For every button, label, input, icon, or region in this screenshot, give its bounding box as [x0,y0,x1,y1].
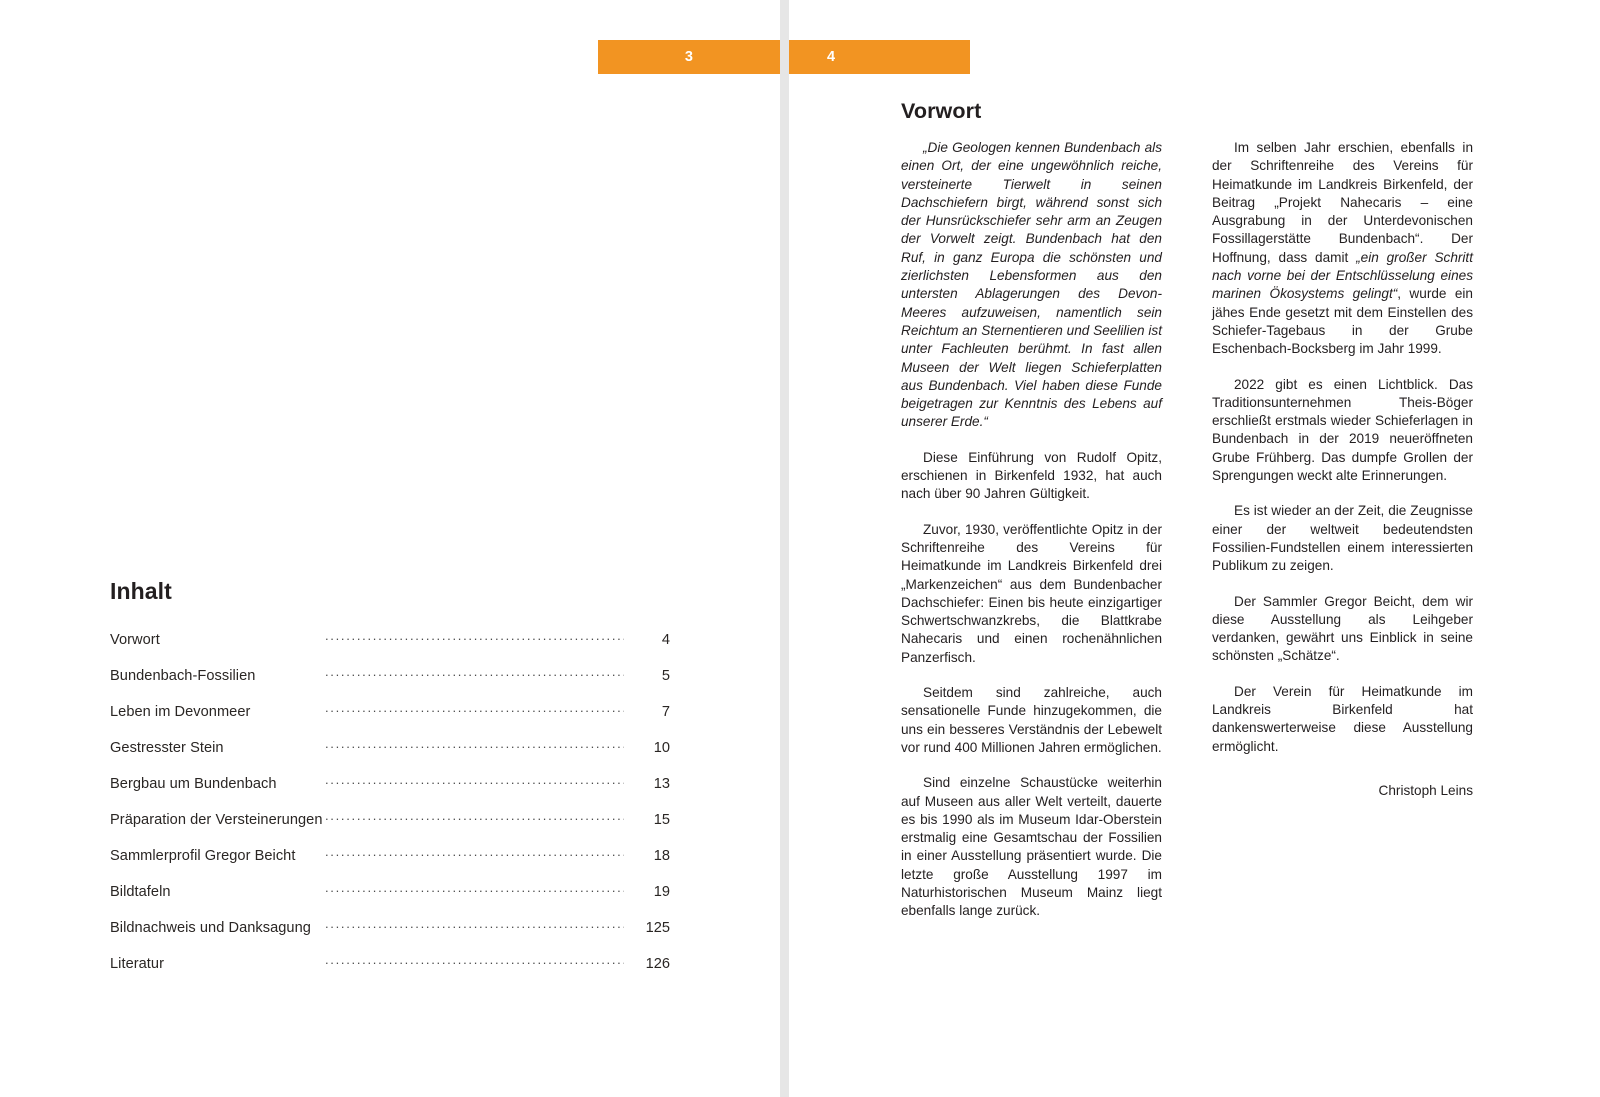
toc-entry[interactable] [110,773,670,809]
pullquote-paragraph: „Die Geologen kennen Bundenbach als einen Ort, der eine ungewöhnlich reiche, versteinerte Tierwelt in seinen Dachschiefern birgt, während sonst sich der Hunsrückschiefer sehr arm an Zeugen der Vorwelt zeigt. Bundenbach hat den Ruf, in ganz Europa die schönsten und zierlichsten Lebensformen aus den untersten Ablagerungen des Devon-Meeres aufzuweisen, namentlich sein Reichtum an Sternentieren und Seelilien ist unter Fachleuten berühmt. In fast allen Museen der Welt liegen Schieferplatten aus Bundenbach. Viel haben diese Funde beigetragen zur Kenntnis des Lebens auf unserer Erde.“ [901,140,1162,430]
toc-entry-page: 18 [653,847,670,864]
toc-entry-title: Bildtafeln [110,883,171,900]
toc-entry[interactable] [110,737,670,773]
paragraph-text-lead: Im selben Jahr erschien, ebenfalls in der Schriftenreihe des Vereins für Heimatkunde im Landkreis Birkenfeld, der Beitrag „Projekt Nahecaris – eine Ausgrabung in der Unterdevonischen Fossillagerstätte Bundenbach“. Der Hoffnung, dass damit [1212,140,1473,265]
page-tab-right-label: 4 [827,49,836,65]
toc-dot-leader [325,917,624,932]
toc-entry-page: 126 [645,955,670,972]
page-gutter-divider [780,0,789,1097]
toc-entry-title: Präparation der Versteinerungen [110,811,323,828]
toc-dot-leader [325,881,624,896]
toc-entry-page: 10 [653,739,670,756]
toc-dot-leader [325,809,624,824]
toc-entry[interactable] [110,953,670,989]
toc-entry-title: Sammlerprofil Gregor Beicht [110,847,296,864]
right-page [789,0,1600,1097]
toc-entry[interactable] [110,845,670,881]
toc-entry[interactable] [110,881,670,917]
toc-dot-leader [325,953,624,968]
toc-entry[interactable] [110,629,670,665]
toc-entry-title: Bildnachweis und Danksagung [110,919,311,936]
toc-dot-leader [325,701,624,716]
toc-dot-leader [325,737,624,752]
toc-entry-page: 125 [645,919,670,936]
table-of-contents [110,578,670,989]
toc-entry-page: 5 [661,667,670,684]
toc-entry-title: Vorwort [110,631,160,648]
toc-entry-title: Leben im Devonmeer [110,703,251,720]
toc-entry-page: 19 [653,883,670,900]
toc-entry-title: Bundenbach-Fossilien [110,667,256,684]
toc-entry-title: Gestresster Stein [110,739,224,756]
page-title: Vorwort [901,99,982,123]
toc-dot-leader [325,629,624,644]
toc-entry[interactable] [110,809,670,845]
body-paragraph: Sind einzelne Schaustücke weiterhin auf Museen aus aller Welt verteilt, dauerte es bis 1990 als im Museum Idar-Oberstein erstmalig eine Gesamtschau der Fossilien in einer Ausstellung präsentiert wurde. Die letzte große Ausstellung 1997 im Naturhistorischen Museum Mainz liegt ebenfalls lange zurück. [901,775,1162,919]
body-paragraph: Der Verein für Heimatkunde im Landkreis Birkenfeld hat dankenswerterweise diese Ausstellung ermöglicht. [1212,683,1473,754]
toc-dot-leader [325,845,624,860]
author-signature: Christoph Leins [1378,782,1473,798]
toc-entry-title: Literatur [110,955,164,972]
body-paragraph: Der Sammler Gregor Beicht, dem wir diese Ausstellung als Leihgeber verdanken, gewährt uns Einblick in seine schönsten „Schätze“. [1212,593,1473,664]
inline-quote-italic: „ein großer Schritt nach vorne bei der Entschlüsselung eines marinen Ökosystems gelingt“ [1212,249,1473,302]
body-paragraph: Seitdem sind zahlreiche, auch sensationelle Funde hinzugekommen, die uns ein besseres Verständnis der Lebewelt vor rund 400 Millionen Jahren ermöglichen. [901,685,1162,755]
toc-entry-page: 7 [661,703,670,720]
text-column-2 [1212,139,1473,938]
toc-entry-title: Bergbau um Bundenbach [110,775,277,792]
toc-heading: Inhalt [110,578,172,604]
paragraph-text-tail: , wurde ein jähes Ende gesetzt mit dem Einstellen des Schiefer-Tagebaus in der Grube Eschenbach-Bocksberg im Jahr 1999. [1212,286,1473,357]
toc-dot-leader [325,665,624,680]
toc-entry-page: 15 [653,811,670,828]
page-tab-left-label: 3 [684,49,694,65]
body-paragraph: Es ist wieder an der Zeit, die Zeugnisse einer der weltweit bedeutendsten Fossilien-Fundstellen einem interessierten Publikum zu zeigen. [1212,503,1473,574]
left-page [0,0,780,1097]
text-columns [901,139,1573,938]
text-column-1 [901,139,1162,938]
body-paragraph: 2022 gibt es einen Lichtblick. Das Traditionsunternehmen Theis-Böger erschließt erstmals wieder Schieferlagen in Bundenbach in der 2019 neueröffneten Grube Frühberg. Das dumpfe Grollen der Sprengungen weckt alte Erinnerungen. [1212,376,1473,484]
toc-dot-leader [325,773,624,788]
body-paragraph: Zuvor, 1930, veröffentlichte Opitz in der Schriftenreihe des Vereins für Heimatkunde im Landkreis Birkenfeld drei „Markenzeichen“ aus dem Bundenbacher Dachschiefer: Einen bis heute einzigartiger Schwertschwanzkrebs, die Blattkrabe Nahecaris und einen rochenähnlichen Panzerfisch. [901,521,1162,665]
body-paragraph: Diese Einführung von Rudolf Opitz, erschienen in Birkenfeld 1932, hat auch nach über 90 Jahren Gültigkeit. [901,449,1162,502]
toc-entry[interactable] [110,917,670,953]
body-paragraph-mixed [1212,139,1473,359]
toc-entry-page: 13 [653,775,670,792]
toc-entry-page: 4 [661,631,670,648]
toc-entry[interactable] [110,701,670,737]
toc-entry[interactable] [110,665,670,701]
toc-list [110,629,670,989]
